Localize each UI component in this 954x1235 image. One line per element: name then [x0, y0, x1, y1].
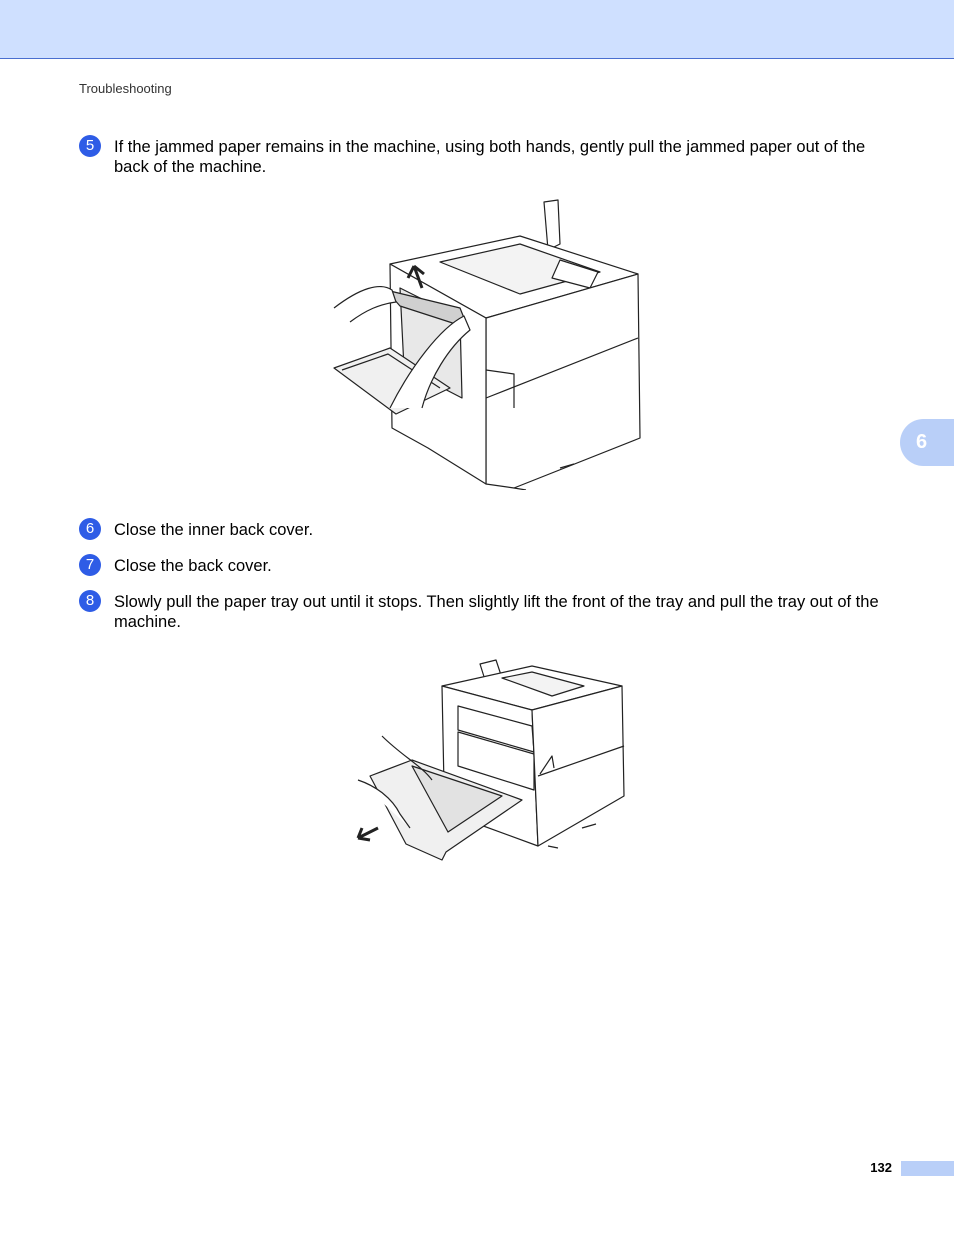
page-number-bar: [901, 1161, 954, 1176]
breadcrumb: Troubleshooting: [79, 81, 172, 96]
step-number: 8: [79, 590, 101, 612]
chapter-tab: 6: [900, 419, 954, 466]
step-number: 7: [79, 554, 101, 576]
step-text: Close the inner back cover.: [114, 521, 314, 539]
step-8: [79, 592, 899, 632]
step-7: [79, 556, 899, 576]
step-number: 5: [79, 135, 101, 157]
step-text: Close the back cover.: [114, 557, 272, 575]
step-5: [79, 137, 899, 177]
step-text: Slowly pull the paper tray out until it stops. Then slightly lift the front of the tray and pull the tray out of the machine.: [114, 593, 879, 631]
header-band: [0, 0, 954, 59]
page-number: 132: [870, 1160, 892, 1175]
printer-rear-illustration: [330, 198, 646, 490]
printer-tray-illustration: [352, 656, 628, 866]
step-text: If the jammed paper remains in the machine, using both hands, gently pull the jammed paper out of the back of the machine.: [114, 138, 866, 176]
step-6: [79, 520, 899, 540]
step-number: 6: [79, 518, 101, 540]
